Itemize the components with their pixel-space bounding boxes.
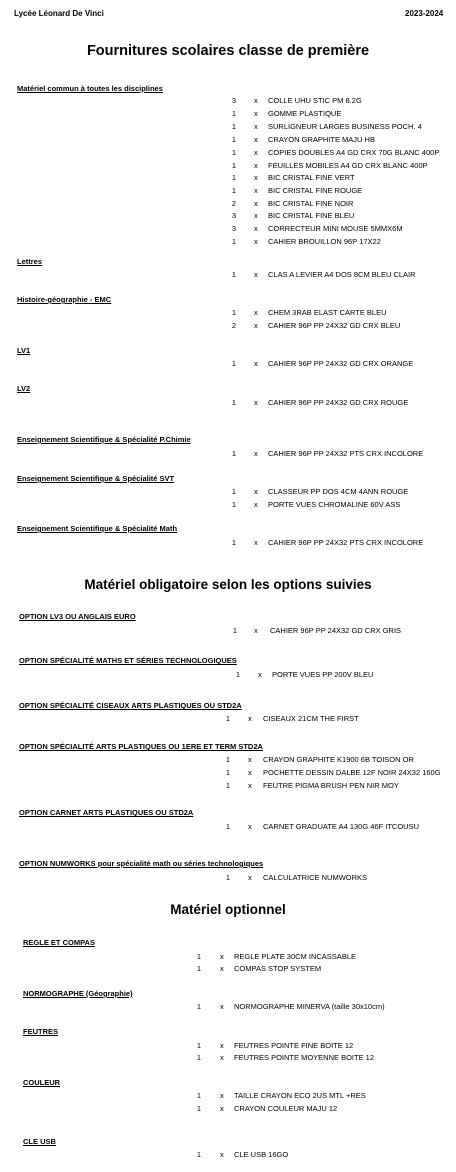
supply-item [0, 487, 456, 498]
item-quantity: 1 [231, 487, 237, 496]
item-multiplier: x [254, 237, 258, 246]
section-heading: OPTION LV3 OU ANGLAIS EURO [19, 612, 136, 621]
item-label: FEUTRE PIGMA BRUSH PEN NIR MOY [263, 781, 399, 790]
item-label: CALCULATRICE NUMWORKS [263, 873, 368, 882]
supply-item [0, 148, 456, 159]
item-quantity: 1 [196, 964, 202, 973]
section-heading: OPTION NUMWORKS pour spécialité math ou séries technologiques [19, 859, 264, 868]
item-multiplier: x [220, 1053, 224, 1062]
supply-item [0, 186, 456, 197]
options-title: Matériel obligatoire selon les options suivies [84, 577, 372, 592]
item-label: CHEM 3RAB ELAST CARTE BLEU [268, 308, 387, 317]
supply-item [0, 670, 456, 681]
item-quantity: 1 [196, 1053, 202, 1062]
item-quantity: 1 [231, 122, 237, 131]
section-heading: COULEUR [23, 1078, 61, 1087]
item-label: CLASSEUR PP DOS 4CM 4ANN ROUGE [268, 487, 409, 496]
item-quantity: 1 [225, 755, 231, 764]
item-multiplier: x [258, 670, 262, 679]
item-quantity: 1 [225, 714, 231, 723]
item-quantity: 1 [231, 186, 237, 195]
supply-item [0, 538, 456, 549]
item-quantity: 3 [231, 96, 237, 105]
item-multiplier: x [220, 1002, 224, 1011]
item-quantity: 1 [231, 161, 237, 170]
item-label: PORTE VUES CHROMALINE 60V ASS [268, 500, 401, 509]
item-multiplier: x [254, 211, 258, 220]
item-multiplier: x [254, 96, 258, 105]
section-heading: NORMOGRAPHE (Géographie) [23, 989, 133, 998]
item-quantity: 1 [231, 359, 237, 368]
item-quantity: 2 [231, 321, 237, 330]
supply-item [0, 96, 456, 107]
optional-title: Matériel optionnel [170, 902, 286, 917]
item-label: BIC CRISTAL FINE ROUGE [268, 186, 363, 195]
item-label: COLLE UHU STIC PM 8.2G [268, 96, 362, 105]
section-heading: FEUTRES [23, 1027, 59, 1036]
supply-item [0, 755, 456, 766]
item-quantity: 1 [231, 109, 237, 118]
supply-item [0, 359, 456, 370]
item-quantity: 1 [231, 173, 237, 182]
item-multiplier: x [254, 487, 258, 496]
item-label: SURLIGNEUR LARGES BUSINESS POCH. 4 [268, 122, 422, 131]
item-multiplier: x [248, 781, 252, 790]
supply-item [0, 308, 456, 319]
supply-item [0, 122, 456, 133]
item-label: CAHIER 96P PP 24X32 GD CRX ORANGE [268, 359, 414, 368]
supply-item [0, 500, 456, 511]
item-quantity: 1 [196, 1091, 202, 1100]
school-name: Lycée Léonard De Vinci [14, 9, 104, 18]
item-quantity: 3 [231, 224, 237, 233]
supply-item [0, 135, 456, 146]
item-label: CRAYON GRAPHITE K1900 6B TOISON OR [263, 755, 414, 764]
supply-item [0, 321, 456, 332]
item-label: FEUILLES MOBILES A4 GD CRX BLANC 400P [268, 161, 428, 170]
item-quantity: 1 [196, 1041, 202, 1050]
supply-item [0, 768, 456, 779]
item-quantity: 1 [231, 538, 237, 547]
item-multiplier: x [248, 755, 252, 764]
section-heading: OPTION SPÉCIALITÉ ARTS PLASTIQUES OU 1ERE ET TERM STD2A [19, 742, 263, 751]
section-heading: Lettres [17, 257, 43, 266]
item-label: CARNET GRADUATE A4 130G 46F ITCOUSU [263, 822, 420, 831]
item-multiplier: x [254, 359, 258, 368]
item-label: PORTE VUES PP 200V BLEU [272, 670, 374, 679]
supply-item [0, 224, 456, 235]
supply-item [0, 270, 456, 281]
supply-item [0, 1041, 456, 1052]
item-multiplier: x [254, 186, 258, 195]
item-quantity: 2 [231, 199, 237, 208]
supply-item [0, 822, 456, 833]
item-multiplier: x [254, 122, 258, 131]
item-label: CAHIER BROUILLON 96P 17X22 [268, 237, 381, 246]
supply-item [0, 1053, 456, 1064]
item-quantity: 1 [225, 781, 231, 790]
item-quantity: 1 [231, 449, 237, 458]
item-quantity: 1 [232, 626, 238, 635]
item-label: BIC CRISTAL FINE NOIR [268, 199, 354, 208]
item-multiplier: x [254, 148, 258, 157]
item-label: CISEAUX 21CM THE FIRST [263, 714, 359, 723]
supply-item [0, 211, 456, 222]
item-multiplier: x [254, 500, 258, 509]
item-label: COMPAS STOP SYSTEM [234, 964, 322, 973]
supply-item [0, 173, 456, 184]
item-label: CAHIER 96P PP 24X32 PTS CRX INCOLORE [268, 538, 424, 547]
item-multiplier: x [254, 308, 258, 317]
page-title: Fournitures scolaires classe de première [86, 43, 370, 59]
item-label: CLE USB 16GO [234, 1150, 289, 1159]
item-multiplier: x [248, 714, 252, 723]
section-heading: Matériel commun à toutes les disciplines [17, 84, 163, 93]
section-heading: Enseignement Scientifique & Spécialité SVT [17, 474, 175, 483]
section-heading: OPTION SPÉCIALITÉ MATHS ET SÉRIES TECHNOLOGIQUES [19, 656, 237, 665]
item-quantity: 3 [231, 211, 237, 220]
section-heading: CLE USB [23, 1137, 56, 1146]
supply-item [0, 781, 456, 792]
item-quantity: 1 [225, 873, 231, 882]
supply-item [0, 1002, 456, 1013]
item-multiplier: x [254, 199, 258, 208]
item-quantity: 1 [231, 270, 237, 279]
item-quantity: 1 [225, 768, 231, 777]
supply-item [0, 161, 456, 172]
item-label: BIC CRISTAL FINE BLEU [268, 211, 355, 220]
item-label: CAHIER 96P PP 24X32 GD CRX BLEU [268, 321, 401, 330]
item-quantity: 1 [231, 398, 237, 407]
item-quantity: 1 [231, 148, 237, 157]
item-label: CAHIER 96P PP 24X32 PTS CRX INCOLORE [268, 449, 424, 458]
item-multiplier: x [220, 1104, 224, 1113]
item-label: NORMOGRAPHE MINERVA (taille 30x10cm) [234, 1002, 385, 1011]
item-label: FEUTRES POINTE FINE BOITE 12 [234, 1041, 354, 1050]
supply-item [0, 199, 456, 210]
supply-item [0, 626, 456, 637]
item-quantity: 1 [231, 308, 237, 317]
item-multiplier: x [220, 964, 224, 973]
item-label: REGLE PLATE 30CM INCASSABLE [234, 952, 356, 961]
supply-item [0, 714, 456, 725]
supply-item [0, 873, 456, 884]
section-heading: LV2 [17, 384, 31, 393]
item-multiplier: x [220, 952, 224, 961]
supply-item [0, 964, 456, 975]
supply-item [0, 1150, 456, 1161]
item-multiplier: x [254, 161, 258, 170]
item-label: CRAYON COULEUR MAJU 12 [234, 1104, 338, 1113]
supply-item [0, 1091, 456, 1102]
item-multiplier: x [254, 135, 258, 144]
item-multiplier: x [254, 321, 258, 330]
item-multiplier: x [254, 224, 258, 233]
item-label: COPIES DOUBLES A4 GD CRX 70G BLANC 400P [268, 148, 440, 157]
item-multiplier: x [254, 109, 258, 118]
supply-item [0, 398, 456, 409]
item-label: CLAS A LEVIER A4 DOS 8CM BLEU CLAIR [268, 270, 416, 279]
supply-item [0, 109, 456, 120]
item-multiplier: x [254, 173, 258, 182]
supply-item [0, 237, 456, 248]
section-heading: OPTION SPÉCIALITÉ CISEAUX ARTS PLASTIQUES OU STD2A [19, 701, 242, 710]
item-quantity: 1 [231, 237, 237, 246]
item-multiplier: x [254, 398, 258, 407]
item-quantity: 1 [196, 1002, 202, 1011]
section-heading: LV1 [17, 346, 31, 355]
item-quantity: 1 [235, 670, 241, 679]
section-heading: Enseignement Scientifique & Spécialité Math [17, 524, 178, 533]
item-label: GOMME PLASTIQUE [268, 109, 342, 118]
section-heading: Enseignement Scientifique & Spécialité P.Chimie [17, 435, 191, 444]
supply-item [0, 1104, 456, 1115]
item-multiplier: x [220, 1041, 224, 1050]
item-label: POCHETTE DESSIN DALBE 12F NOIR 24X32 160G [263, 768, 441, 777]
item-multiplier: x [254, 626, 258, 635]
item-label: TAILLE CRAYON ECO 2US MTL +RES [234, 1091, 366, 1100]
item-label: CAHIER 96P PP 24X32 GD CRX ROUGE [268, 398, 409, 407]
supply-item [0, 449, 456, 460]
item-multiplier: x [254, 449, 258, 458]
item-multiplier: x [248, 822, 252, 831]
item-multiplier: x [220, 1150, 224, 1159]
item-multiplier: x [248, 873, 252, 882]
school-year: 2023-2024 [405, 9, 444, 18]
item-multiplier: x [248, 768, 252, 777]
item-label: CAHIER 96P PP 24X32 GD CRX GRIS [270, 626, 402, 635]
item-quantity: 1 [225, 822, 231, 831]
item-label: FEUTRES POINTE MOYENNE BOITE 12 [234, 1053, 375, 1062]
item-label: BIC CRISTAL FINE VERT [268, 173, 355, 182]
section-heading: Histoire-géographie - EMC [17, 295, 112, 304]
item-quantity: 1 [196, 952, 202, 961]
item-quantity: 1 [231, 135, 237, 144]
item-multiplier: x [254, 538, 258, 547]
section-heading: REGLE ET COMPAS [23, 938, 95, 947]
item-label: CRAYON GRAPHITE MAJU HB [268, 135, 375, 144]
section-heading: OPTION CARNET ARTS PLASTIQUES OU STD2A [19, 808, 194, 817]
item-quantity: 1 [231, 500, 237, 509]
item-quantity: 1 [196, 1150, 202, 1159]
item-quantity: 1 [196, 1104, 202, 1113]
item-label: CORRECTEUR MINI MOUSE 5MMX6M [268, 224, 403, 233]
item-multiplier: x [254, 270, 258, 279]
item-multiplier: x [220, 1091, 224, 1100]
supply-item [0, 952, 456, 963]
